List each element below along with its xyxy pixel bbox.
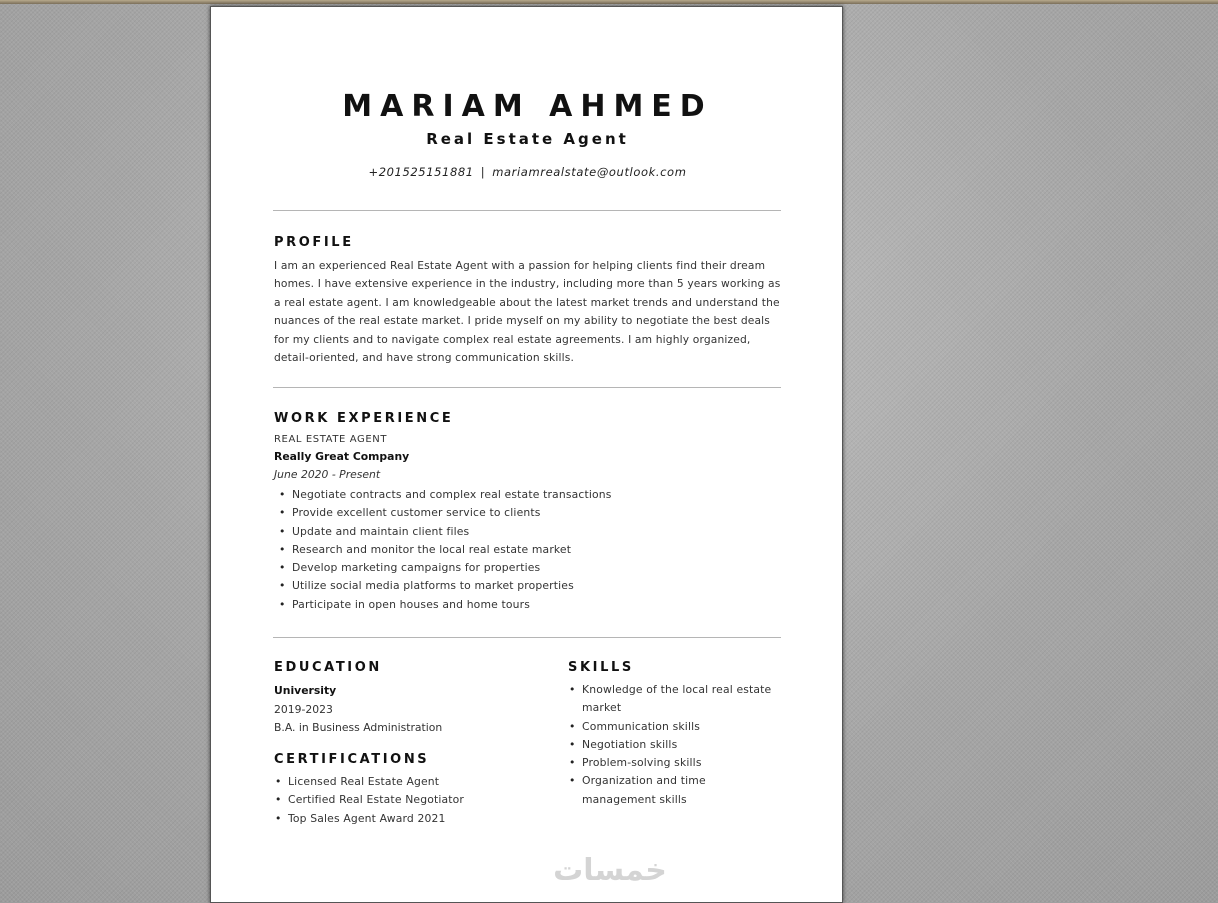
list-item: • Communication skills (564, 718, 774, 736)
work-duties-list (274, 486, 774, 614)
work-heading: WORK EXPERIENCE (274, 411, 454, 426)
resume-role: Real Estate Agent (426, 130, 629, 148)
list-item: • Research and monitor the local real estate market (274, 541, 774, 559)
list-item: • Problem-solving skills (564, 754, 774, 772)
bullet-icon: • (569, 683, 576, 696)
contact-separator: | (480, 165, 486, 179)
resume-page (210, 6, 843, 903)
education-degree: B.A. in Business Administration (274, 721, 443, 734)
profile-text: I am an experienced Real Estate Agent with a passion for helping clients find their dream homes. I have extensive experience in the industry, including more than 5 years working as a real estate agent. I am knowledgeable about the latest market trends and understand the nuances of the real estate market. I pride myself on my ability to negotiate the best deals for my clients and to navigate complex real estate agreements. I am highly organized, detail-oriented, and have strong communication skills. (274, 259, 781, 365)
certifications-heading: CERTIFICATIONS (274, 752, 430, 767)
divider (273, 637, 781, 638)
contact-phone: +201525151881 (368, 165, 474, 179)
work-dates: June 2020 - Present (274, 468, 381, 481)
contact-line (211, 165, 843, 179)
divider (273, 387, 781, 388)
watermark-logo: خمسات (553, 853, 667, 888)
bullet-icon: • (275, 793, 282, 807)
list-item: • Certified Real Estate Negotiator (270, 791, 530, 809)
profile-heading: PROFILE (274, 235, 354, 250)
list-item: • Knowledge of the local real estate market (569, 683, 772, 715)
bullet-icon: • (279, 561, 286, 575)
list-item: • Top Sales Agent Award 2021 (270, 810, 530, 828)
skills-list (564, 681, 774, 809)
bullet-icon: • (279, 506, 286, 520)
resume-name: MARIAM AHMED (342, 89, 713, 124)
list-item: • Participate in open houses and home tours (274, 596, 774, 614)
certifications-list (270, 773, 530, 828)
list-item: • Provide excellent customer service to clients (274, 504, 774, 522)
divider (273, 210, 781, 211)
contact-email: mariamrealstate@outlook.com (492, 165, 687, 179)
bullet-icon: • (275, 811, 282, 825)
list-item: • Develop marketing campaigns for properties (274, 559, 774, 577)
bullet-icon: • (279, 488, 286, 501)
bullet-icon: • (279, 597, 286, 611)
education-heading: EDUCATION (274, 660, 382, 675)
work-company: Really Great Company (274, 450, 410, 463)
bullet-icon: • (569, 737, 576, 751)
bullet-icon: • (569, 774, 576, 788)
bullet-icon: • (275, 775, 282, 788)
list-item: • Negotiate contracts and complex real estate transactions (274, 486, 774, 504)
work-position: REAL ESTATE AGENT (274, 434, 388, 445)
bullet-icon: • (279, 524, 286, 538)
education-years: 2019-2023 (274, 703, 333, 716)
bullet-icon: • (279, 542, 286, 556)
education-school: University (274, 684, 337, 697)
list-item: • Organization and time management skills (569, 774, 706, 806)
bullet-icon: • (569, 756, 576, 770)
list-item: • Negotiation skills (564, 736, 774, 754)
bullet-icon: • (569, 719, 576, 733)
top-frame-border (0, 0, 1218, 4)
bullet-icon: • (279, 579, 286, 593)
list-item: • Update and maintain client files (274, 523, 774, 541)
list-item: • Licensed Real Estate Agent (270, 773, 530, 791)
list-item: • Utilize social media platforms to market properties (274, 577, 774, 595)
skills-heading: SKILLS (568, 660, 634, 675)
